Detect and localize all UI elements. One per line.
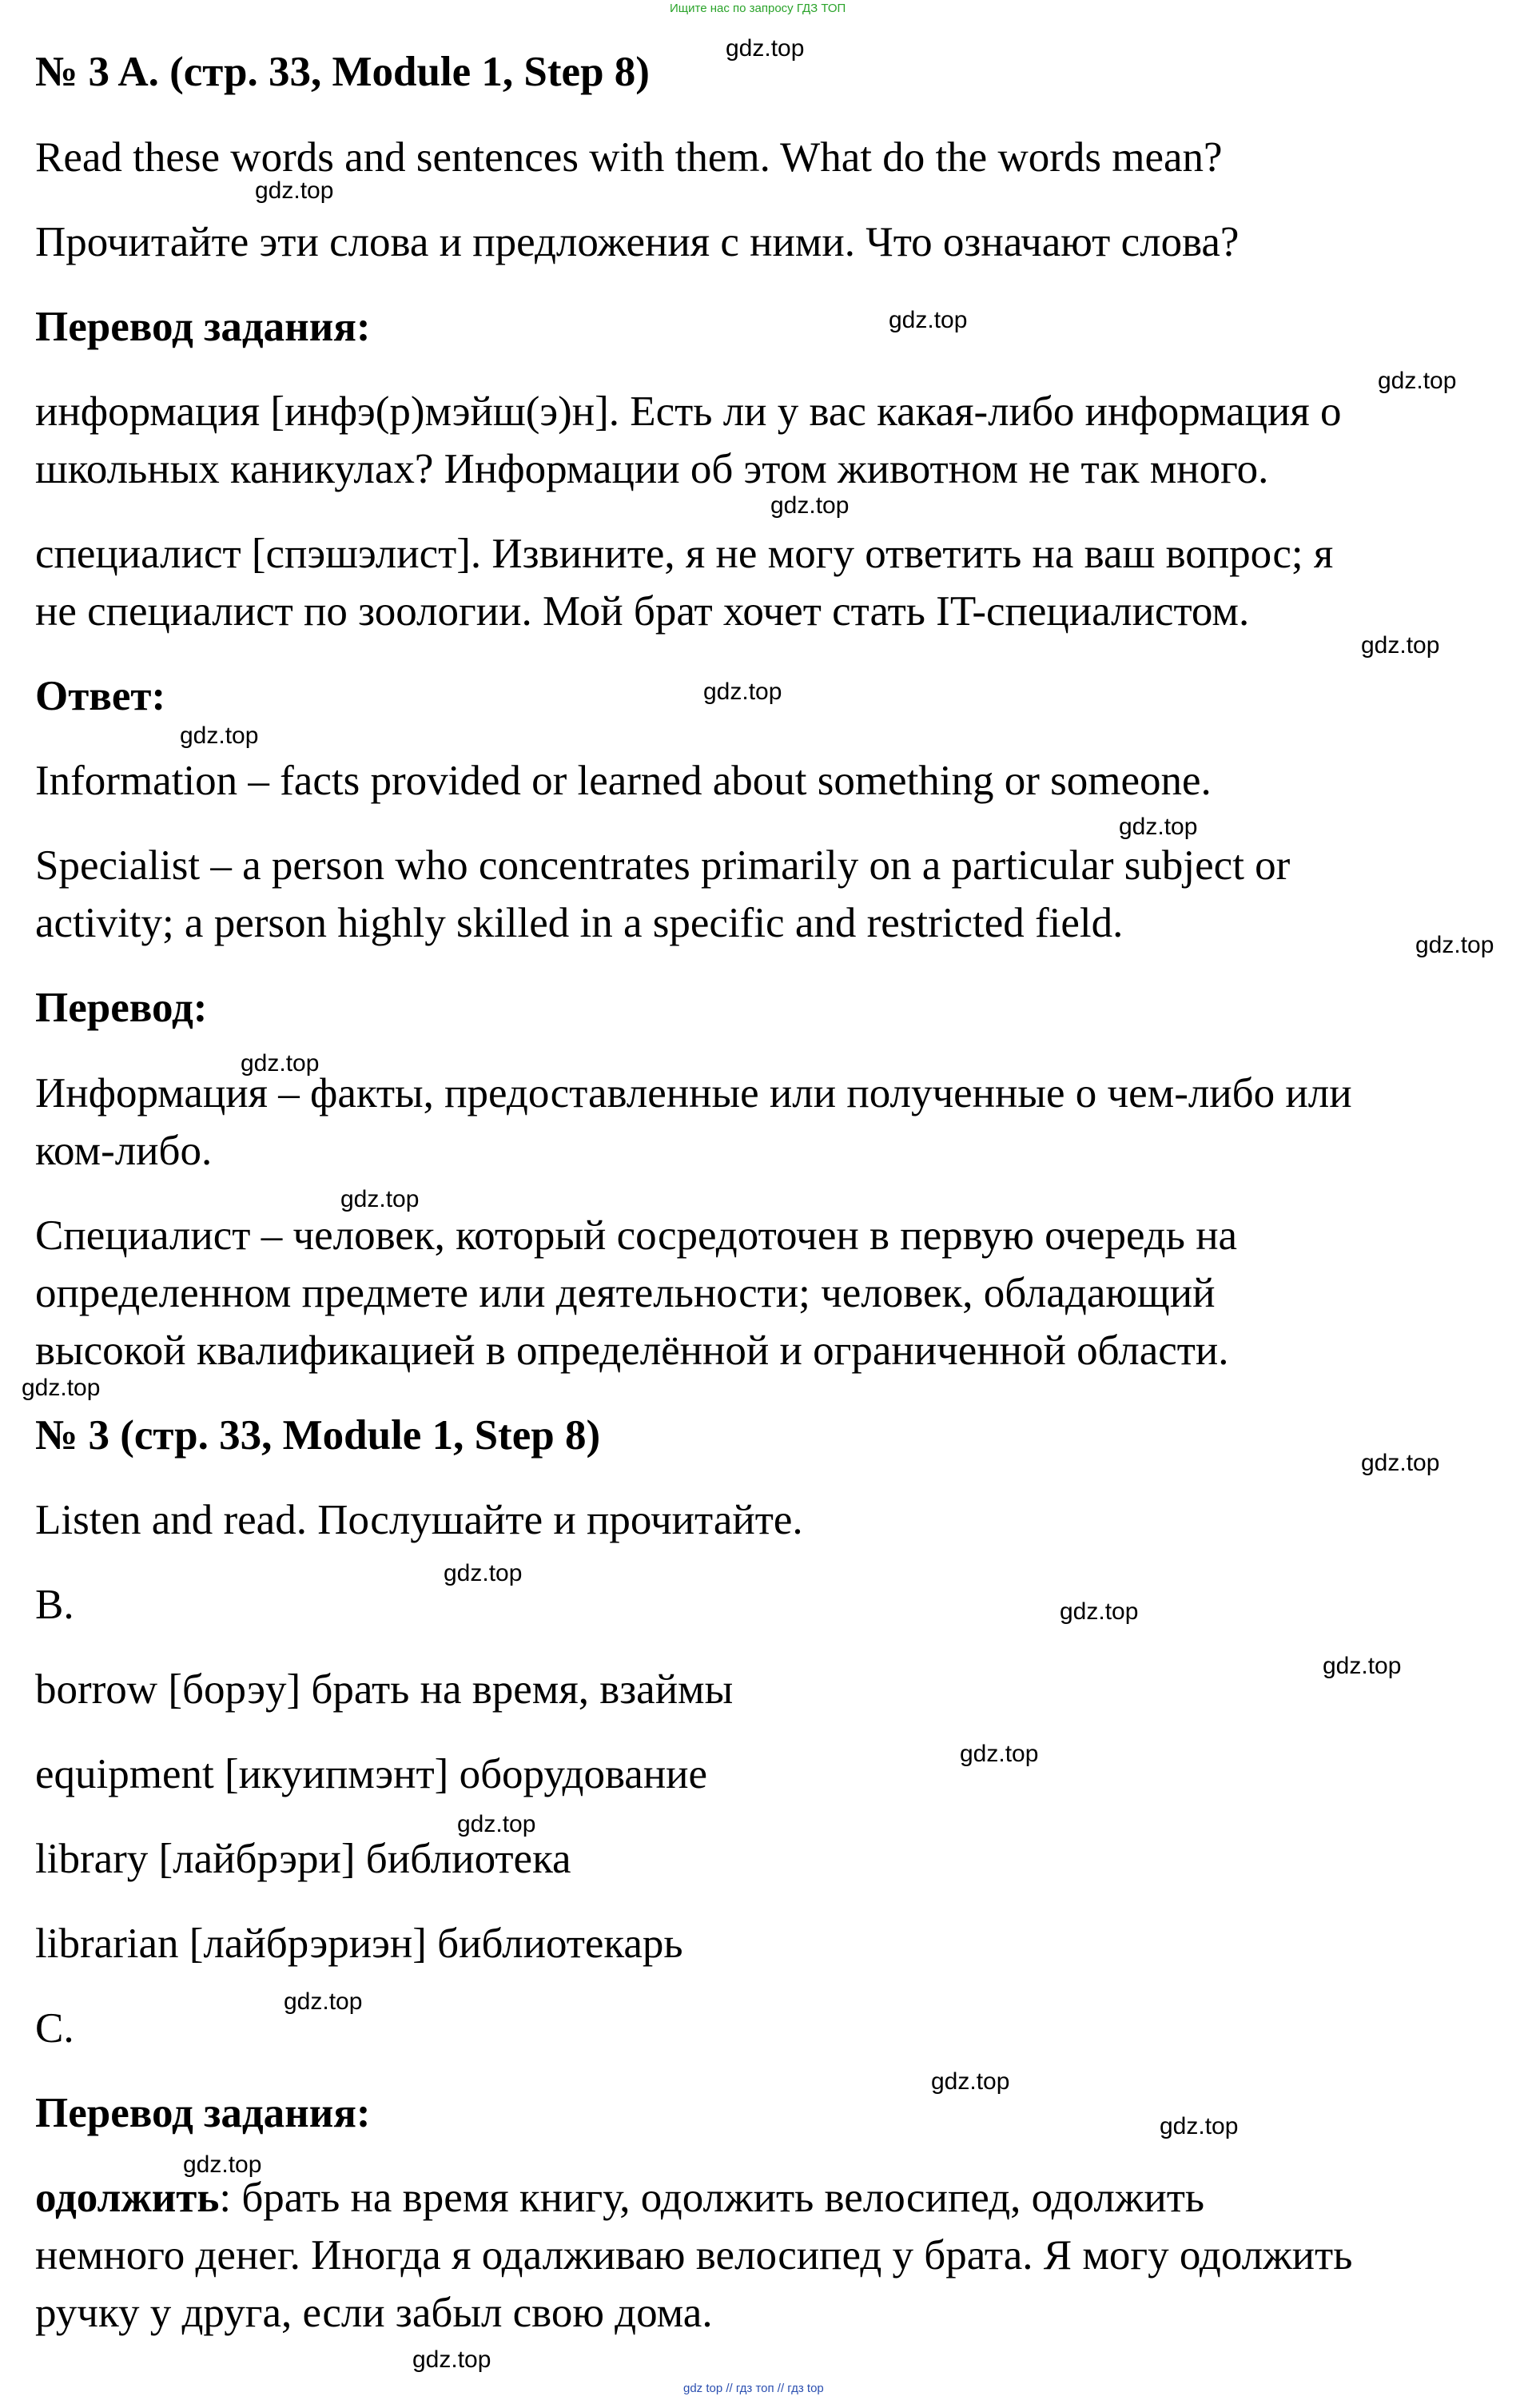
watermark: gdz.top [960,1741,1039,1767]
task-3a-instruction-en: Read these words and sentences with them. What do the words mean? [35,134,1223,181]
watermark: gdz.top [284,1988,363,2015]
answer-information: Information – facts provided or learned about something or someone. [35,758,1212,804]
watermark: gdz.top [183,2151,262,2178]
vocab-item-librarian: librarian [лайбрэриэн] библиотекарь [35,1920,683,1967]
watermark: gdz.top [703,679,782,705]
perevod-info-line-2: ком-либо. [35,1128,213,1174]
vocab-item-library: library [лайбрэри] библиотека [35,1836,571,1882]
answer-heading: Ответ: [35,673,166,719]
watermark: gdz.top [1361,632,1440,659]
watermark: gdz.top [770,492,850,519]
odolzhit-line-3: ручку у друга, если забыл свою дома. [35,2290,713,2336]
answer-spec-line-2: activity; a person highly skilled in a specific and restricted field. [35,900,1124,946]
odolzhit-line-1-rest: : брать на время книгу, одолжить велосипед, одолжить [219,2175,1205,2221]
top-banner: Ищите нас по запросу ГДЗ ТОП [670,2,846,15]
section-b-label: B. [35,1582,74,1628]
watermark: gdz.top [889,307,968,333]
perevod-info-line-1: Информация – факты, предоставленные или полученные о чем-либо или [35,1070,1352,1116]
watermark: gdz.top [1415,932,1494,958]
watermark: gdz.top [340,1186,420,1212]
watermark: gdz.top [1323,1653,1402,1679]
watermark: gdz.top [444,1560,523,1586]
watermark: gdz.top [1160,2113,1239,2139]
bottom-banner: gdz top // гдз топ // гдз top [683,2382,824,2395]
watermark: gdz.top [1119,814,1198,840]
vocab-item-borrow: borrow [борэу] брать на время, взаймы [35,1666,734,1713]
watermark: gdz.top [457,1811,536,1837]
odolzhit-line-1 [35,2174,1204,2222]
spec-line-1: специалист [спэшэлист]. Извините, я не могу ответить на ваш вопрос; я [35,531,1334,577]
section-c-label: C. [35,2005,74,2052]
watermark: gdz.top [931,2068,1010,2095]
watermark: gdz.top [1361,1450,1440,1476]
perevod-spec-line-1: Специалист – человек, который сосредоточен в первую очередь на [35,1212,1238,1259]
info-line-2: школьных каникулах? Информации об этом животном не так много. [35,446,1269,492]
task-3-translation-heading: Перевод задания: [35,2090,371,2136]
perevod-heading: Перевод: [35,985,208,1031]
odolzhit-word: одолжить [35,2175,220,2221]
task-3-title: № 3 (стр. 33, Module 1, Step 8) [35,1412,601,1459]
watermark: gdz.top [1060,1598,1139,1625]
task-3a-instruction-ru: Прочитайте эти слова и предложения с ними. Что означают слова? [35,219,1240,265]
answer-spec-line-1: Specialist – a person who concentrates primarily on a particular subject or [35,842,1291,889]
watermark: gdz.top [726,35,805,62]
watermark: gdz.top [22,1375,101,1401]
spec-line-2: не специалист по зоологии. Мой брат хочет стать IT-специалистом. [35,588,1250,635]
task-3-instruction: Listen and read. Послушайте и прочитайте. [35,1497,803,1543]
odolzhit-line-2: немного денег. Иногда я одалживаю велосипед у брата. Я могу одолжить [35,2232,1353,2279]
perevod-spec-line-3: высокой квалификацией в определённой и ограниченной области. [35,1327,1229,1374]
watermark: gdz.top [180,722,259,749]
watermark: gdz.top [412,2346,491,2373]
watermark: gdz.top [255,177,334,204]
task-3a-title: № 3 A. (стр. 33, Module 1, Step 8) [35,49,650,95]
watermark: gdz.top [1378,368,1457,394]
vocab-item-equipment: equipment [икуипмэнт] оборудование [35,1751,708,1797]
info-line-1: информация [инфэ(р)мэйш(э)н]. Есть ли у вас какая-либо информация о [35,388,1342,435]
task-3a-translation-heading: Перевод задания: [35,304,371,350]
perevod-spec-line-2: определенном предмете или деятельности; человек, обладающий [35,1270,1216,1316]
watermark: gdz.top [241,1050,320,1077]
